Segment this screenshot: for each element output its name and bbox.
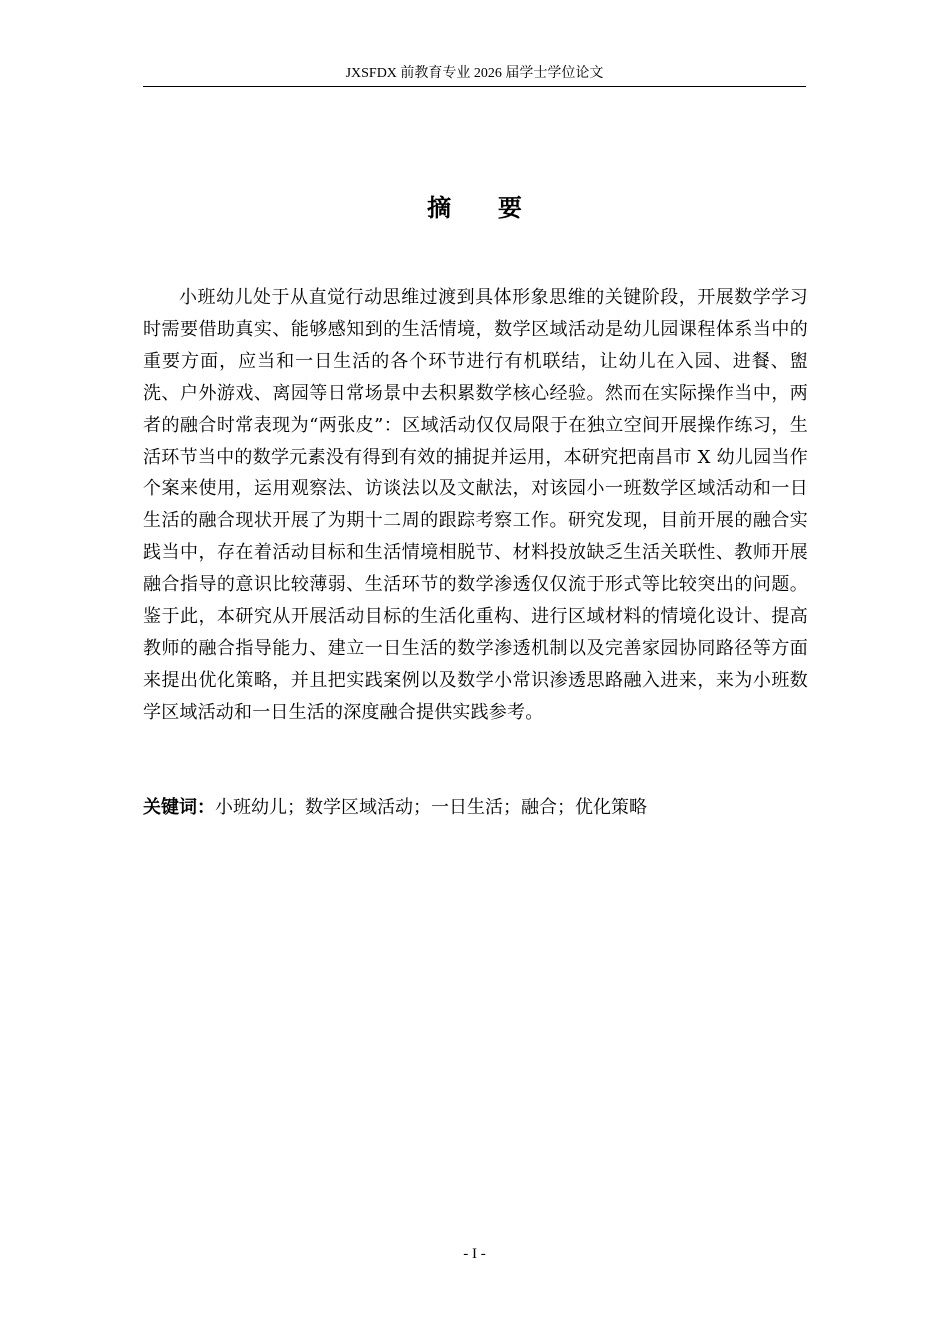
abstract-body: 小班幼儿处于从直觉行动思维过渡到具体形象思维的关键阶段，开展数学学习时需要借助真实、能够感知到的生活情境，数学区域活动是幼儿园课程体系当中的重要方面，应当和一日生活的各个环节进行有机联结，让幼儿在入园、进餐、盥洗、户外游戏、离园等日常场景中去积累数学核心经验。然而在实际操作当中，两者的融合时常表现为“两张皮”：区域活动仅仅局限于在独立空间开展操作练习，生活环节当中的数学元素没有得到有效的捕捉并运用，本研究把南昌市 X 幼儿园当作个案来使用，运用观察法、访谈法以及文献法，对该园小一班数学区域活动和一日生活的融合现状开展了为期十二周的跟踪考察工作。研究发现，目前开展的融合实践当中，存在着活动目标和生活情境相脱节、材料投放缺乏生活关联性、教师开展融合指导的意识比较薄弱、生活环节的数学渗透仅仅流于形式等比较突出的问题。鉴于此，本研究从开展活动目标的生活化重构、进行区域材料的情境化设计、提高教师的融合指导能力、建立一日生活的数学渗透机制以及完善家园协同路径等方面来提出优化策略，并且把实践案例以及数学小常识渗透思路融入进来，来为小班数学区域活动和一日生活的深度融合提供实践参考。: [143, 287, 808, 723]
abstract-title: 摘 要: [427, 194, 542, 222]
keywords-label: 关键词：: [143, 797, 215, 818]
keywords-line: [143, 793, 806, 823]
header-rule: [143, 86, 806, 87]
running-header: JXSFDX 前教育专业 2026 届学士学位论文: [345, 66, 604, 81]
page-number: - I -: [463, 1246, 486, 1262]
keywords-text: 小班幼儿；数学区域活动；一日生活；融合；优化策略: [215, 797, 647, 818]
